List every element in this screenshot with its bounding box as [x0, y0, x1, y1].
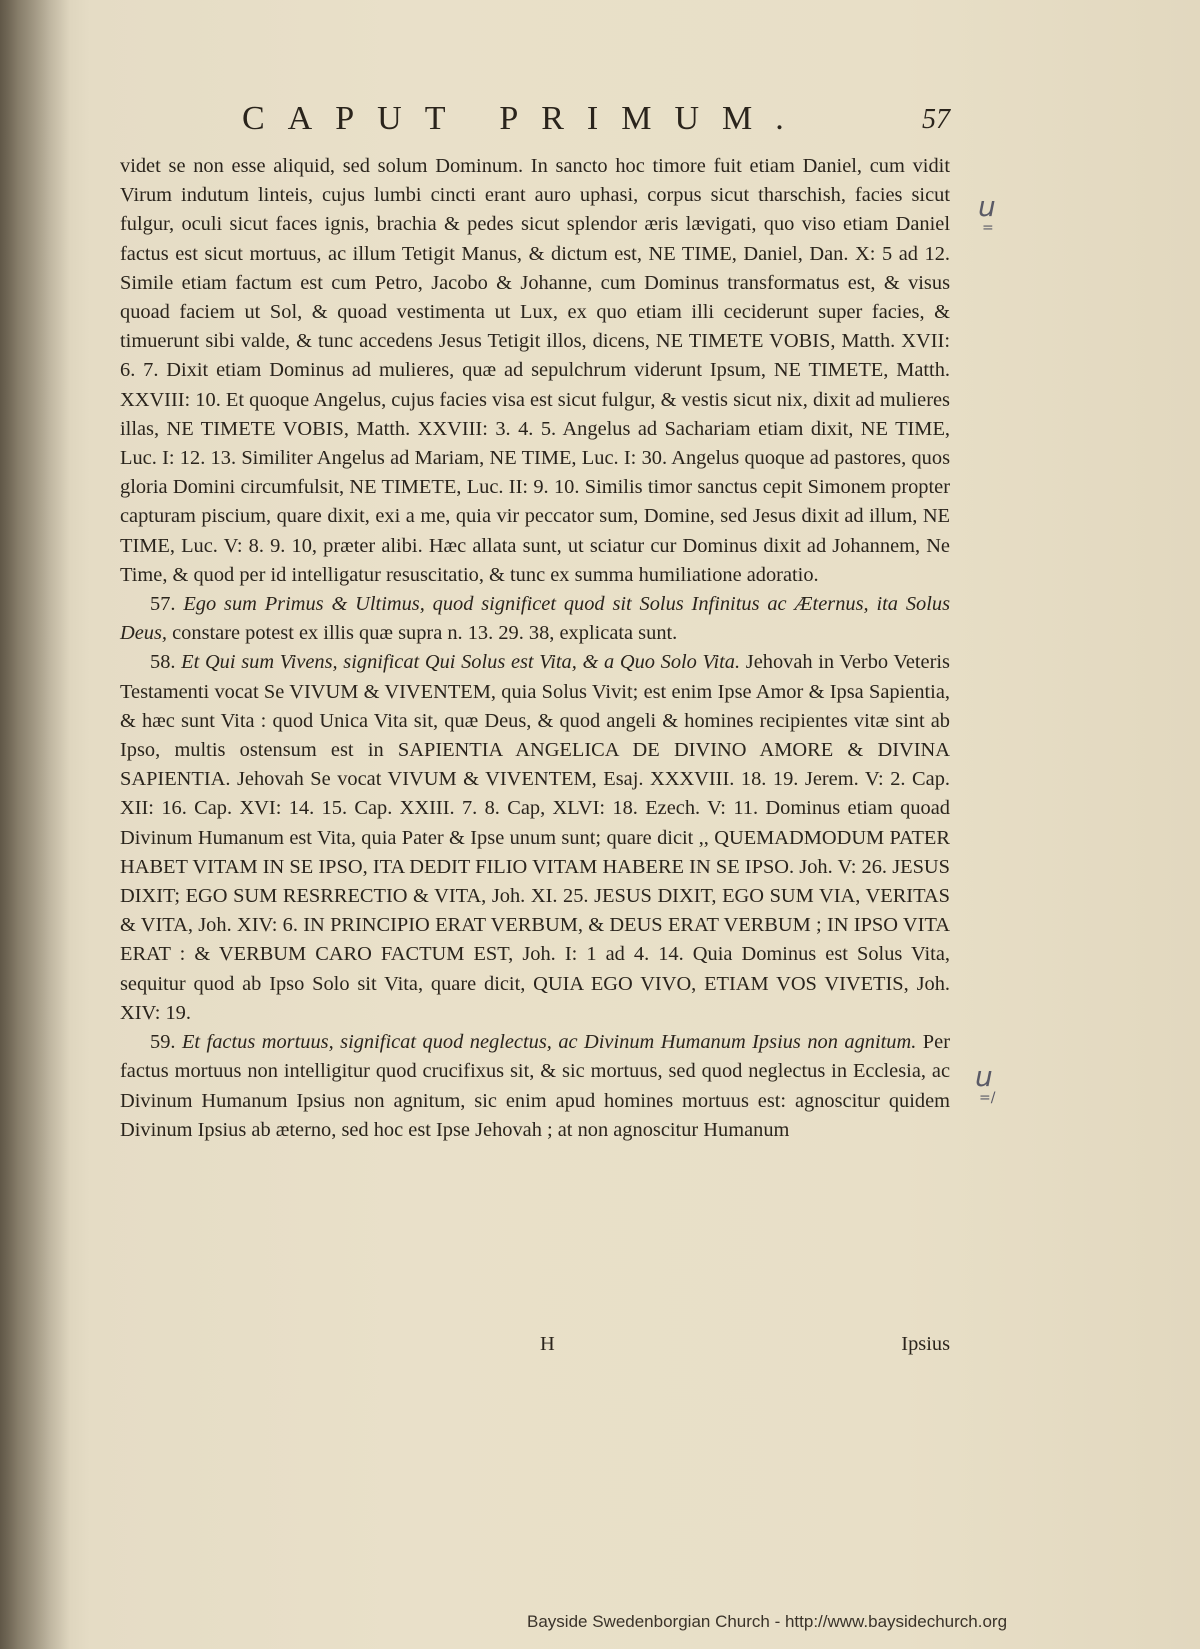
paragraph-text: constare potest ex illis quæ supra n. 13. 29. 38, explicata sunt.	[172, 622, 678, 645]
margin-note-text: u	[978, 190, 996, 223]
paragraph-number: 59.	[150, 1031, 176, 1054]
paragraph-lead: Ego sum Primus & Ultimus, quod significet quod sit Solus Infinitus ac Æternus, ita Solus Deus,	[120, 593, 950, 645]
paragraph-number: 58.	[150, 651, 176, 674]
paragraph-58	[120, 648, 950, 1028]
paragraph-text: videt se non esse aliquid, sed solum Dominum. In sancto hoc timore fuit etiam Daniel, cum vidit Virum indutum linteis, cujus lumbi cincti erant auro uphasi, corpus sicut tharschish, facies sicut fulgur, oculi sicut faces ignis, brachia & pedes sicut splendor æris lævigati, quo viso etiam Daniel factus est sicut mortuus, ac illum Tetigit Manus, & dictum est, NE TIME, Daniel, Dan. X: 5 ad 12. Simile etiam factum est cum Petro, Jacobo & Johanne, cum Dominus transformatus est, & visus quoad faciem ut Sol, & quoad vestimenta ut Lux, ex quo etiam illi ceciderunt super facies, & timuerunt sibi valde, & tunc accedens Jesus Tetigit illos, dicens, NE TIMETE VOBIS, Matth. XVII: 6. 7. Dixit etiam Dominus ad mulieres, quæ ad sepulchrum viderunt Ipsum, NE TIMETE, Matth. XXVIII: 10. Et quoque Angelus, cujus facies visa est sicut fulgur, & vestis sicut nix, dixit ad mulieres illas, NE TIMETE VOBIS, Matth. XXVIII: 3. 4. 5. Angelus ad Sachariam etiam dixit, NE TIME, Luc. I: 12. 13. Similiter Angelus ad Mariam, NE TIME, Luc. I: 30. Angelus quoque ad pastores, quos gloria Domini circumfulsit, NE TIMETE, Luc. II: 9. 10. Similis timor sanctus cepit Simonem propter capturam piscium, quare dixit, exi a me, quia vir peccator sum, Domine, sed Jesus dixit ad illum, NE TIME, Luc. V: 8. 9. 10, præter alibi. Hæc allata sunt, ut sciatur cur Dominus dixit ad Johannem, Ne Time, & quod per id intelligatur resuscitatio, & tunc ex summa humiliatione adoratio.	[120, 155, 950, 586]
paragraph-57	[120, 590, 950, 648]
page-foot-line	[120, 1333, 950, 1363]
catchword: Ipsius	[901, 1333, 950, 1355]
margin-note-text: u	[975, 1060, 993, 1093]
margin-note	[975, 1060, 996, 1106]
paragraph-59	[120, 1028, 950, 1145]
paragraph-lead: Et Qui sum Vivens, significat Qui Solus est Vita, & a Quo Solo Vita.	[181, 651, 741, 674]
paragraph-number: 57.	[150, 593, 176, 616]
paragraph-lead: Et factus mortuus, significat quod neglectus, ac Divinum Humanum Ipsius non agnitum.	[181, 1031, 917, 1054]
paragraph-text: Jehovah in Verbo Veteris Testamenti vocat Se VIVUM & VIVENTEM, quia Solus Vivit; est enim Ipse Amor & Ipsa Sapientia, & hæc sunt Vita : quod Unica Vita sit, quæ Deus, & quod angeli & homines recipientes vitæ sint ab Ipso, multis ostensum est in SAPIENTIA ANGELICA DE DIVINO AMORE & DIVINA SAPIENTIA. Jehovah Se vocat VIVUM & VIVENTEM, Esaj. XXXVIII. 18. 19. Jerem. V: 2. Cap. XII: 16. Cap. XVI: 14. 15. Cap. XXIII. 7. 8. Cap, XLVI: 18. Ezech. V: 11. Dominus etiam quoad Divinum Humanum est Vita, quia Pater & Ipse unum sunt; quare dicit ,, QUEMADMODUM PATER HABET VITAM IN SE IPSO, ITA DEDIT FILIO VITAM HABERE IN SE IPSO. Joh. V: 26. JESUS DIXIT; EGO SUM RESRRECTIO & VITA, Joh. XI. 25. JESUS DIXIT, EGO SUM VIA, VERITAS & VITA, Joh. XIV: 6. IN PRINCIPIO ERAT VERBUM, & DEUS ERAT VERBUM ; IN IPSO VITA ERAT : & VERBUM CARO FACTUM EST, Joh. I: 1 ad 4. 14. Quia Dominus est Solus Vita, sequitur quod ab Ipso Solo sit Vita, quare dicit, QUIA EGO VIVO, ETIAM VOS VIVETIS, Joh. XIV: 19.	[120, 651, 950, 1024]
footer-credit: Bayside Swedenborgian Church - http://www.baysidechurch.org	[527, 1612, 1008, 1631]
body-text	[120, 152, 950, 1145]
running-head: CAPUT PRIMUM.	[242, 100, 807, 137]
margin-note	[978, 190, 996, 236]
page-header	[180, 100, 950, 140]
paragraph-text: Per factus mortuus non intelligitur quod crucifixus sit, & sic mortuus, sed quod neglectus in Ecclesia, ac Divinum Humanum Ipsius non agnitum, sic enim apud homines mortuus est: agnoscitur quidem Divinum Ipsius ab æterno, sed hoc est Ipse Jehovah ; at non agnoscitur Humanum	[120, 1031, 950, 1141]
page-number: 57	[922, 104, 950, 135]
paragraph-continuation	[120, 152, 950, 590]
margin-note-mark-icon: =/	[979, 1090, 996, 1106]
page-gutter-shadow	[0, 0, 70, 1649]
margin-note-mark-icon: =	[982, 220, 994, 236]
signature-mark: H	[540, 1333, 555, 1355]
